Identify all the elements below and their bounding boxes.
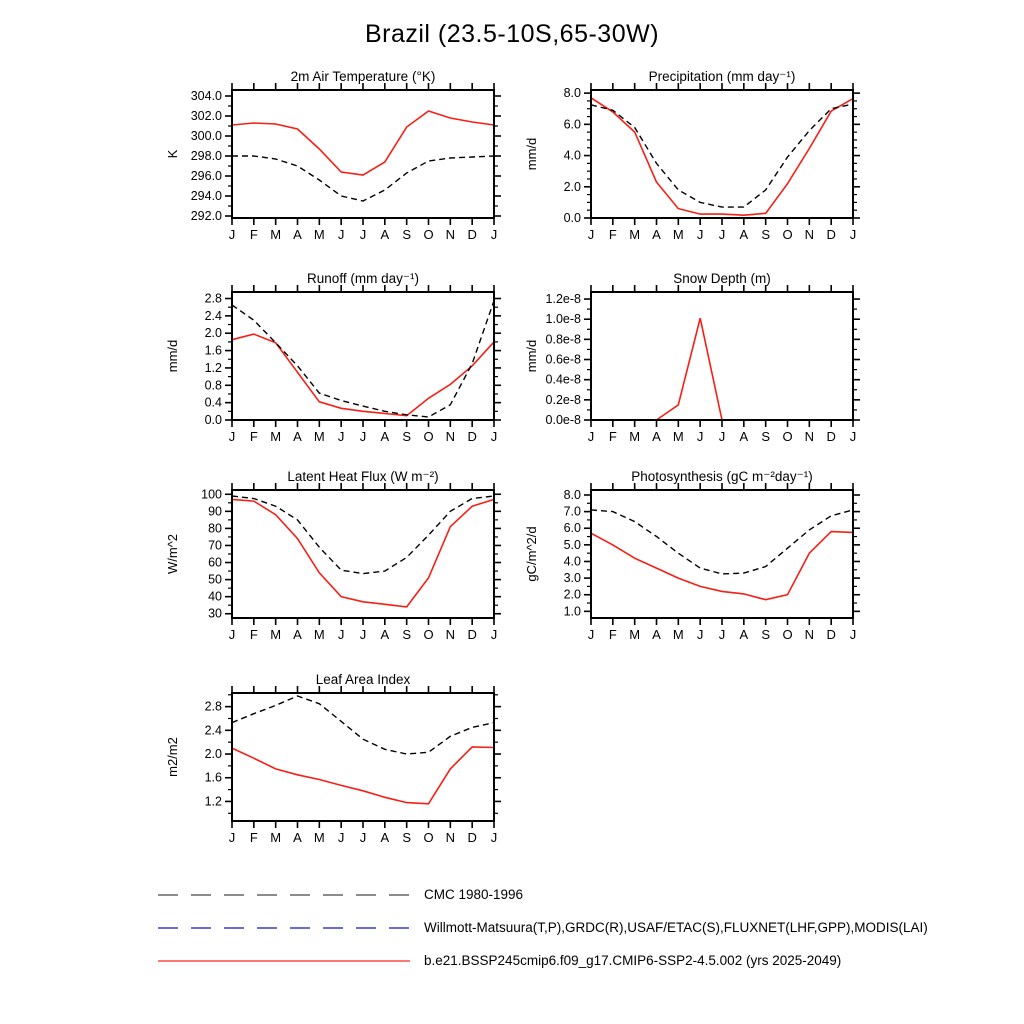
y-axis-label: mm/d <box>165 339 180 373</box>
panel-title: 2m Air Temperature (°K) <box>290 69 436 84</box>
y-axis-label: K <box>165 149 180 159</box>
x-tick-label: S <box>402 227 412 242</box>
y-tick-label: 296.0 <box>190 169 222 183</box>
y-tick-label: 4.0 <box>563 148 581 163</box>
dashed-line-icon <box>158 892 410 898</box>
y-tick-label: 0.0 <box>204 413 222 427</box>
x-tick-label: M <box>672 627 684 642</box>
x-tick-label: F <box>249 429 258 444</box>
obs-series-line <box>232 496 494 574</box>
obs-series-line <box>232 156 494 201</box>
x-tick-label: A <box>652 627 661 642</box>
x-tick-label: F <box>249 627 258 642</box>
x-tick-label: A <box>293 627 302 642</box>
obs-series-line <box>232 696 494 754</box>
panel-latent-heat-flux <box>157 468 525 658</box>
x-tick-label: M <box>313 227 325 242</box>
x-tick-label: M <box>313 627 325 642</box>
y-axis-label: gC/m^2/d <box>524 526 539 582</box>
y-tick-label: 298.0 <box>190 149 222 163</box>
plot-frame <box>232 90 494 218</box>
obs-series-line <box>232 301 494 417</box>
x-tick-label: A <box>652 227 661 242</box>
model-series-line <box>591 532 853 600</box>
x-tick-label: N <box>445 429 456 444</box>
y-tick-label: 5.0 <box>563 537 581 552</box>
x-tick-label: A <box>739 429 749 444</box>
x-tick-label: S <box>402 627 412 642</box>
x-tick-label: O <box>423 627 434 642</box>
y-tick-label: 1.6 <box>204 770 222 785</box>
y-tick-label: 1.2 <box>204 794 222 809</box>
legend-entry-model <box>158 944 928 977</box>
model-series-line <box>232 747 494 804</box>
x-tick-label: J <box>718 429 726 444</box>
y-tick-label: 0.0 <box>563 211 581 225</box>
x-tick-label: A <box>293 830 302 845</box>
x-tick-label: O <box>782 429 793 444</box>
x-tick-label: F <box>608 429 617 444</box>
y-tick-label: 0.6e-8 <box>545 352 581 367</box>
x-tick-label: F <box>608 227 617 242</box>
y-tick-label: 2.0 <box>563 587 581 602</box>
x-tick-label: A <box>380 227 390 242</box>
obs-series-line <box>591 510 853 574</box>
y-tick-label: 8.0 <box>563 86 581 101</box>
x-tick-label: M <box>672 227 684 242</box>
panel-title: Runoff (mm day⁻¹) <box>307 271 419 286</box>
legend-label-cmc: CMC 1980-1996 <box>424 887 524 902</box>
x-tick-label: D <box>826 429 836 444</box>
y-tick-label: 50 <box>208 572 222 587</box>
x-tick-label: J <box>696 429 704 444</box>
x-tick-label: D <box>826 627 836 642</box>
x-tick-label: N <box>804 227 815 242</box>
x-tick-label: O <box>423 429 434 444</box>
x-tick-label: J <box>228 227 236 242</box>
x-tick-label: D <box>467 227 477 242</box>
y-tick-label: 2.0 <box>204 747 222 762</box>
model-series-line <box>591 98 853 215</box>
y-axis-label: mm/d <box>524 137 539 171</box>
x-tick-label: J <box>696 627 704 642</box>
panel-runoff <box>157 270 525 460</box>
x-tick-label: A <box>380 429 390 444</box>
y-tick-label: 80 <box>208 521 222 536</box>
plot-frame <box>232 693 494 821</box>
x-tick-label: N <box>445 830 456 845</box>
y-tick-label: 70 <box>208 538 222 553</box>
plot-frame <box>591 292 853 420</box>
x-tick-label: J <box>359 227 367 242</box>
y-tick-label: 0.4 <box>204 395 222 410</box>
x-tick-label: J <box>490 627 498 642</box>
x-tick-label: A <box>380 627 390 642</box>
y-tick-label: 1.0e-8 <box>545 312 581 327</box>
y-tick-label: 0.8 <box>204 378 222 393</box>
x-tick-label: D <box>467 627 477 642</box>
x-tick-label: J <box>228 830 236 845</box>
x-tick-label: F <box>249 227 258 242</box>
x-tick-label: S <box>761 429 771 444</box>
x-tick-label: J <box>337 627 345 642</box>
x-tick-label: A <box>739 627 749 642</box>
plot-frame <box>591 490 853 618</box>
x-tick-label: M <box>672 429 684 444</box>
x-tick-label: J <box>359 627 367 642</box>
panel-title: Latent Heat Flux (W m⁻²) <box>287 469 439 484</box>
x-tick-label: J <box>490 227 498 242</box>
x-tick-label: J <box>849 627 857 642</box>
x-tick-label: J <box>696 227 704 242</box>
x-tick-label: N <box>445 227 456 242</box>
x-tick-label: M <box>270 627 282 642</box>
panel-leaf-area-index <box>157 671 525 861</box>
x-tick-label: F <box>249 830 258 845</box>
panel-snow-depth <box>516 270 884 460</box>
y-axis-label: m2/m2 <box>165 737 180 777</box>
x-tick-label: J <box>337 830 345 845</box>
model-series-line <box>232 111 494 175</box>
y-tick-label: 294.0 <box>190 189 222 203</box>
x-tick-label: J <box>849 429 857 444</box>
legend-entry-obs <box>158 911 928 944</box>
x-tick-label: J <box>359 830 367 845</box>
legend <box>158 878 928 977</box>
y-tick-label: 4.0 <box>563 554 581 569</box>
x-tick-label: O <box>782 627 793 642</box>
y-tick-label: 0.4e-8 <box>545 372 581 387</box>
y-tick-label: 0.0e-8 <box>545 413 581 427</box>
y-tick-label: 0.8e-8 <box>545 332 581 347</box>
x-tick-label: N <box>804 429 815 444</box>
y-tick-label: 2.4 <box>204 308 222 323</box>
panel-photosynthesis <box>516 468 884 658</box>
x-tick-label: M <box>629 227 641 242</box>
x-tick-label: D <box>467 830 477 845</box>
model-series-line <box>232 334 494 416</box>
x-tick-label: J <box>490 830 498 845</box>
model-series-line <box>591 318 853 420</box>
x-tick-label: S <box>761 627 771 642</box>
panel-title: Precipitation (mm day⁻¹) <box>648 69 796 84</box>
obs-series-line <box>591 104 853 207</box>
y-tick-label: 2.0 <box>563 179 581 194</box>
x-tick-label: M <box>313 830 325 845</box>
x-tick-label: J <box>228 627 236 642</box>
x-tick-label: J <box>228 429 236 444</box>
legend-label-model: b.e21.BSSP245cmip6.f09_g17.CMIP6-SSP2-4.5.002 (yrs 2025-2049) <box>424 953 842 968</box>
plot-frame <box>232 292 494 420</box>
y-tick-label: 2.0 <box>204 326 222 341</box>
y-tick-label: 1.2e-8 <box>545 292 581 307</box>
x-tick-label: M <box>270 830 282 845</box>
legend-entry-cmc <box>158 878 928 911</box>
plot-frame <box>591 90 853 218</box>
y-tick-label: 0.2e-8 <box>545 392 581 407</box>
x-tick-label: S <box>402 429 412 444</box>
x-tick-label: N <box>804 627 815 642</box>
y-tick-label: 60 <box>208 555 222 570</box>
y-tick-label: 2.8 <box>204 291 222 306</box>
y-tick-label: 90 <box>208 504 222 519</box>
y-tick-label: 302.0 <box>190 109 222 123</box>
x-tick-label: J <box>849 227 857 242</box>
x-tick-label: D <box>467 429 477 444</box>
x-tick-label: M <box>629 429 641 444</box>
y-axis-label: mm/d <box>524 339 539 373</box>
x-tick-label: M <box>313 429 325 444</box>
x-tick-label: S <box>761 227 771 242</box>
x-tick-label: J <box>718 227 726 242</box>
x-tick-label: J <box>359 429 367 444</box>
y-tick-label: 304.0 <box>190 89 222 103</box>
x-tick-label: D <box>826 227 836 242</box>
y-tick-label: 40 <box>208 589 222 604</box>
x-tick-label: J <box>587 627 595 642</box>
panel-air-temperature <box>157 68 525 258</box>
y-tick-label: 30 <box>208 606 222 621</box>
y-tick-label: 6.0 <box>563 117 581 132</box>
x-tick-label: A <box>652 429 661 444</box>
y-tick-label: 100 <box>201 487 222 502</box>
dashed-line-icon <box>158 925 410 931</box>
y-axis-label: W/m^2 <box>165 533 180 575</box>
x-tick-label: N <box>445 627 456 642</box>
y-tick-label: 2.8 <box>204 699 222 714</box>
x-tick-label: O <box>782 227 793 242</box>
y-tick-label: 3.0 <box>563 571 581 586</box>
model-series-line <box>232 499 494 607</box>
panel-precipitation <box>516 68 884 258</box>
y-tick-label: 2.4 <box>204 723 222 738</box>
page-title: Brazil (23.5-10S,65-30W) <box>364 20 660 48</box>
x-tick-label: J <box>490 429 498 444</box>
y-tick-label: 1.0 <box>563 604 581 619</box>
x-tick-label: J <box>718 627 726 642</box>
x-tick-label: F <box>608 627 617 642</box>
x-tick-label: A <box>380 830 390 845</box>
x-tick-label: J <box>587 227 595 242</box>
panel-title: Photosynthesis (gC m⁻²day⁻¹) <box>631 469 813 484</box>
legend-label-obs: Willmott-Matsuura(T,P),GRDC(R),USAF/ETAC(S),FLUXNET(LHF,GPP),MODIS(LAI) <box>424 920 928 935</box>
y-tick-label: 7.0 <box>563 504 581 519</box>
y-tick-label: 300.0 <box>190 129 222 143</box>
solid-line-icon <box>158 958 410 964</box>
x-tick-label: M <box>270 227 282 242</box>
y-tick-label: 1.2 <box>204 360 222 375</box>
y-tick-label: 8.0 <box>563 487 581 502</box>
y-tick-label: 6.0 <box>563 521 581 536</box>
x-tick-label: M <box>629 627 641 642</box>
x-tick-label: M <box>270 429 282 444</box>
x-tick-label: J <box>337 227 345 242</box>
x-tick-label: J <box>337 429 345 444</box>
panel-title: Leaf Area Index <box>315 672 411 687</box>
x-tick-label: A <box>293 429 302 444</box>
x-tick-label: S <box>402 830 412 845</box>
y-tick-label: 292.0 <box>190 209 222 223</box>
x-tick-label: A <box>293 227 302 242</box>
x-tick-label: J <box>587 429 595 444</box>
panel-title: Snow Depth (m) <box>673 271 771 286</box>
x-tick-label: O <box>423 227 434 242</box>
x-tick-label: O <box>423 830 434 845</box>
x-tick-label: A <box>739 227 749 242</box>
y-tick-label: 1.6 <box>204 343 222 358</box>
